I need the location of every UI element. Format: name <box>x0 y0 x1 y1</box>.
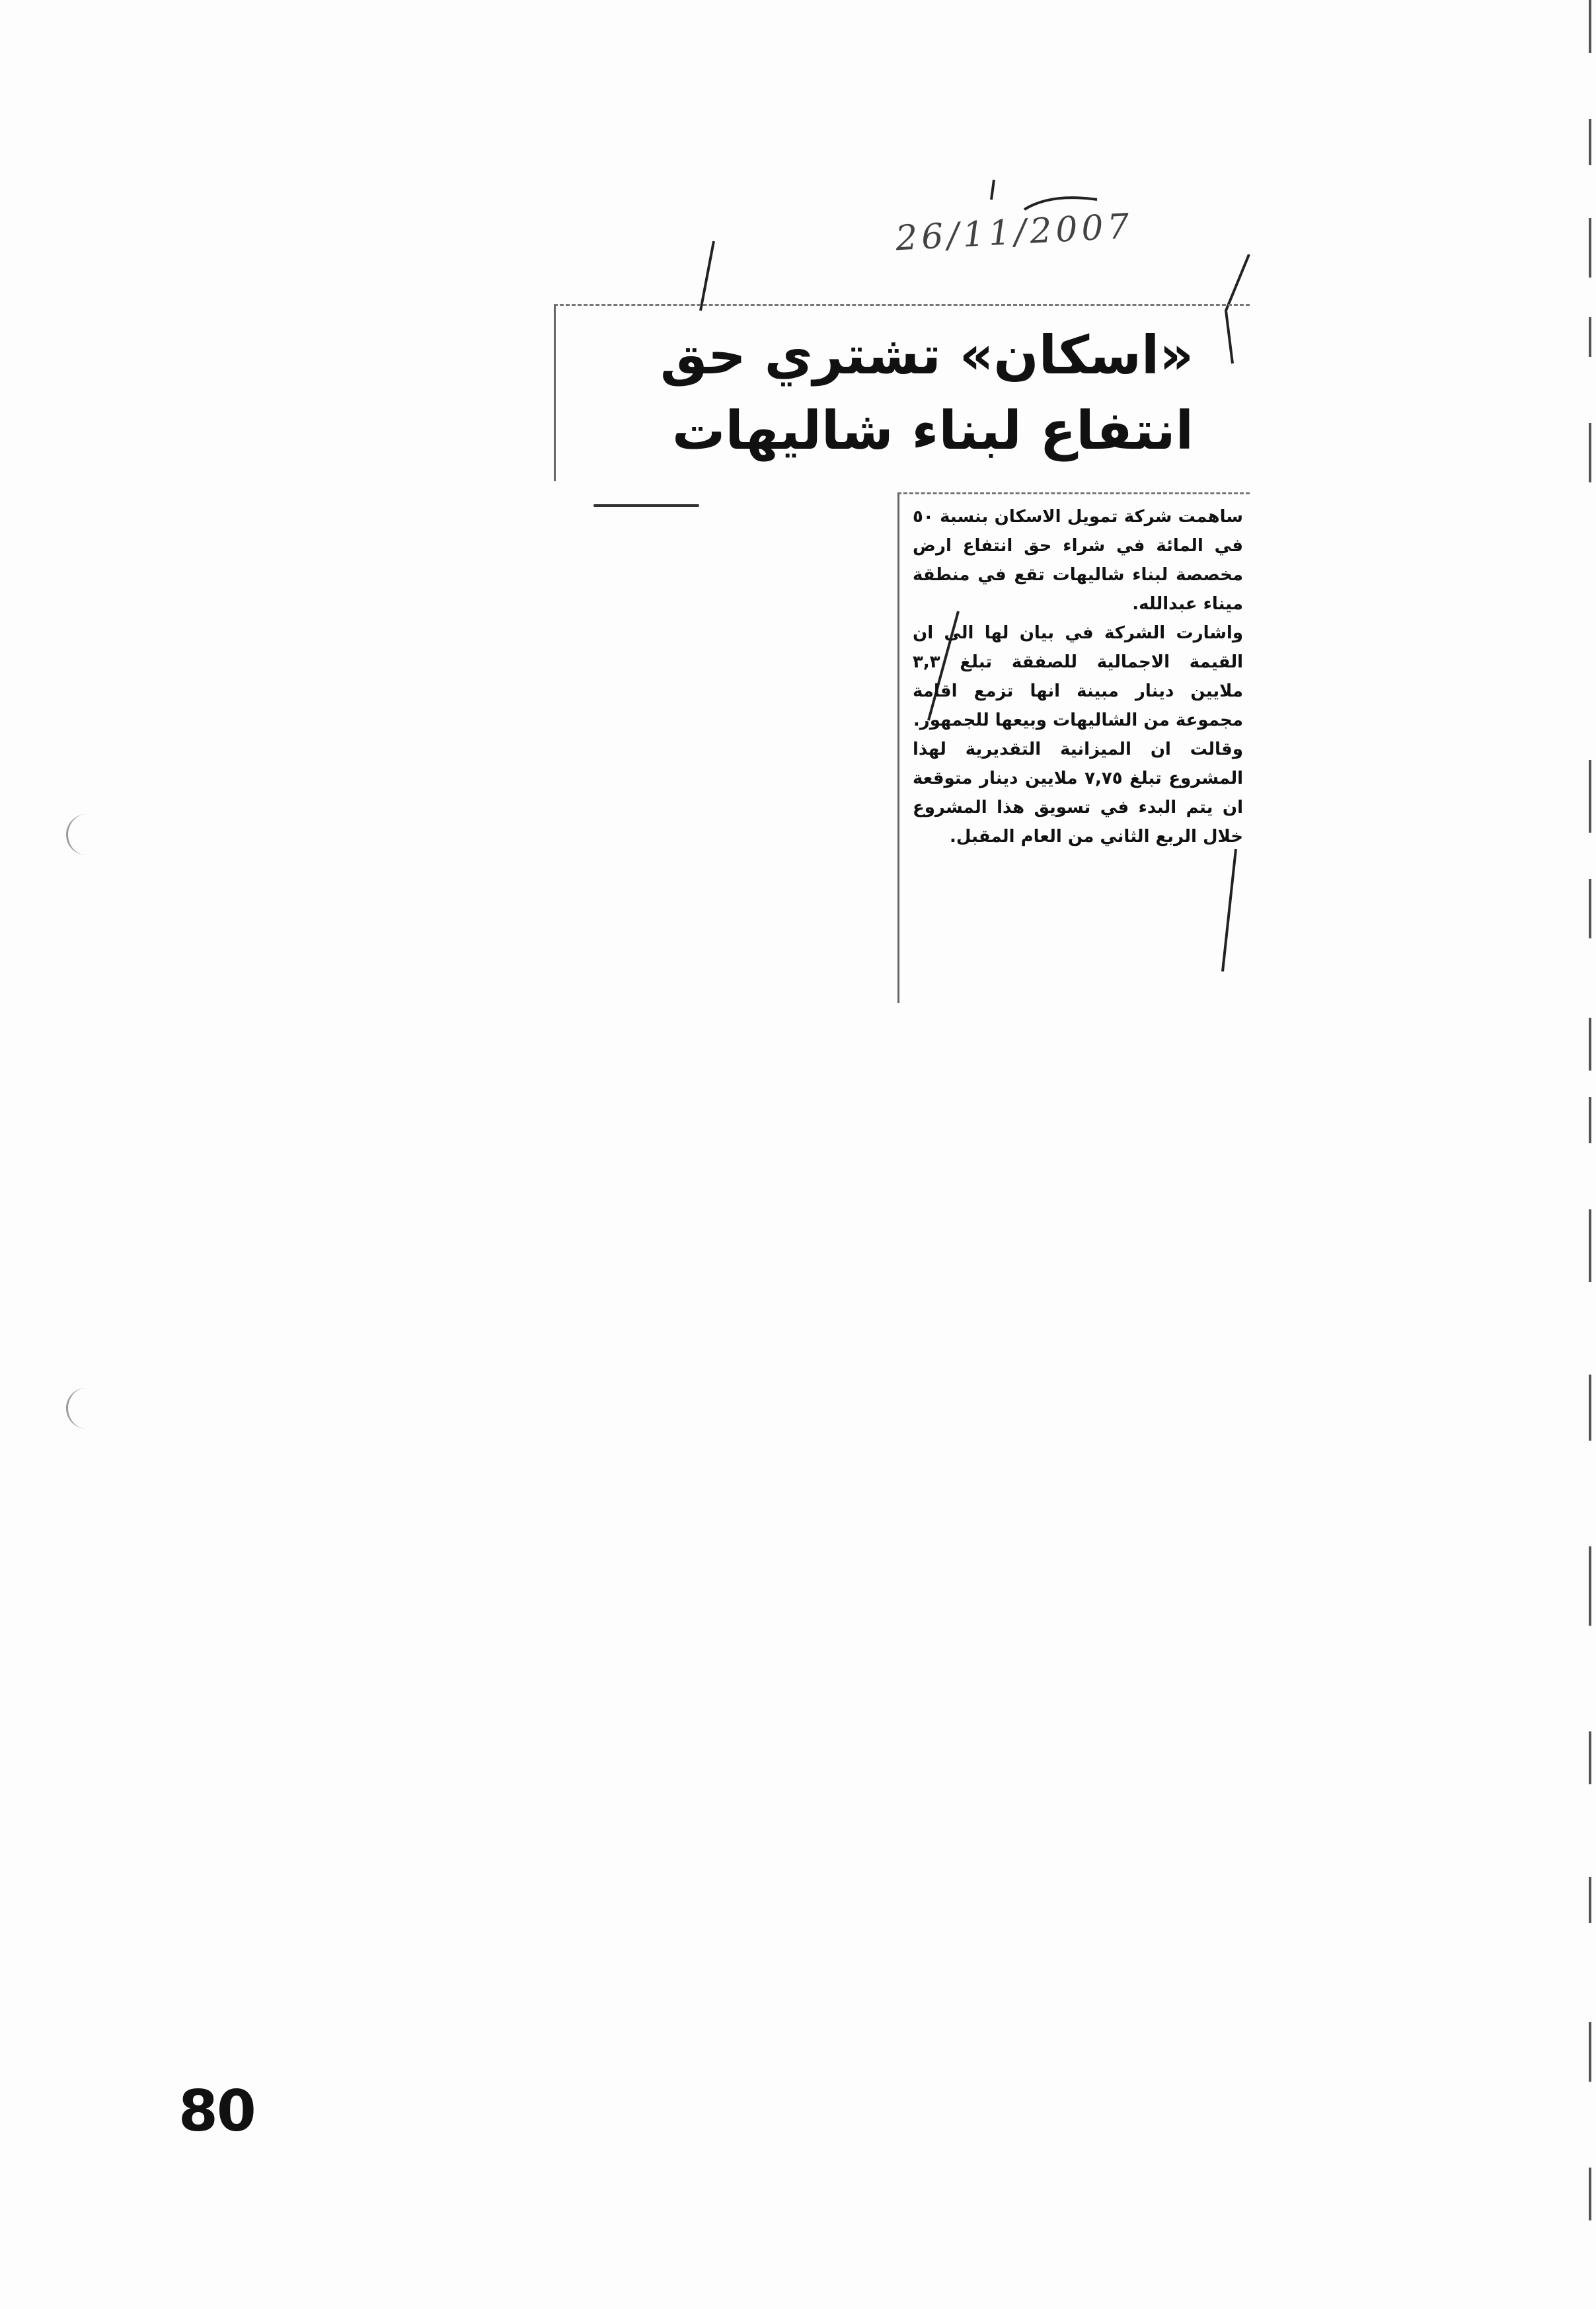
article-paragraph: ساهمت شركة تمويل الاسكان بنسبة ٥٠ في المائة في شراء حق انتفاع ارض مخصصة لبناء شاليهات تقع في منطقة ميناء عبدالله. <box>913 507 1243 614</box>
headline-line-2: انتفاع لبناء شاليهات <box>671 400 1194 461</box>
scan-edge-mark <box>1589 1097 1591 1143</box>
article-paragraph: وقالت ان الميزانية التقديرية لهذا المشروع تبلغ ٧,٧٥ ملايين دينار متوقعة ان يتم البدء في تسويق هذا المشروع خلال الربع الثاني من العام المقبل. <box>913 739 1243 847</box>
scan-edge-mark <box>1589 1877 1591 1923</box>
scan-edge-mark <box>1589 1375 1591 1441</box>
scan-edge-mark <box>1589 317 1591 357</box>
scan-edge-mark <box>1589 218 1591 278</box>
article-body-column <box>897 492 1250 1003</box>
punch-hole <box>66 1388 95 1429</box>
scan-edge-mark <box>1589 1209 1591 1282</box>
scan-edge-mark <box>1589 760 1591 833</box>
handwritten-scribble <box>985 173 1143 219</box>
scan-edge-mark <box>1589 1018 1591 1071</box>
article-paragraph: واشارت الشركة في بيان لها الى ان القيمة الاجمالية للصفقة تبلغ ٣,٣ ملايين دينار مبينة انها تزمع اقامة مجموعة من الشاليهات وبيعها للجمهور. <box>913 623 1243 730</box>
scan-edge-mark <box>1589 2168 1591 2220</box>
scan-edge-mark <box>1589 119 1591 165</box>
headline-box <box>554 304 1250 481</box>
handwritten-date-note: 26/11/2007 <box>894 206 1135 259</box>
scan-edge-mark <box>1589 423 1591 482</box>
page-number: 80 <box>178 2078 255 2144</box>
headline-line-1: «اسكان» تشتري حق <box>660 324 1194 386</box>
scan-edge-mark <box>1589 1546 1591 1626</box>
scan-edge-mark <box>1589 879 1591 938</box>
punch-hole <box>66 814 95 855</box>
article-body <box>899 502 1243 851</box>
scan-edge-mark <box>1589 1731 1591 1784</box>
headline-underline-mark <box>593 504 699 507</box>
scan-edge-mark <box>1589 0 1591 53</box>
scan-edge-mark <box>1589 2022 1591 2082</box>
newspaper-clipping <box>554 304 1250 998</box>
